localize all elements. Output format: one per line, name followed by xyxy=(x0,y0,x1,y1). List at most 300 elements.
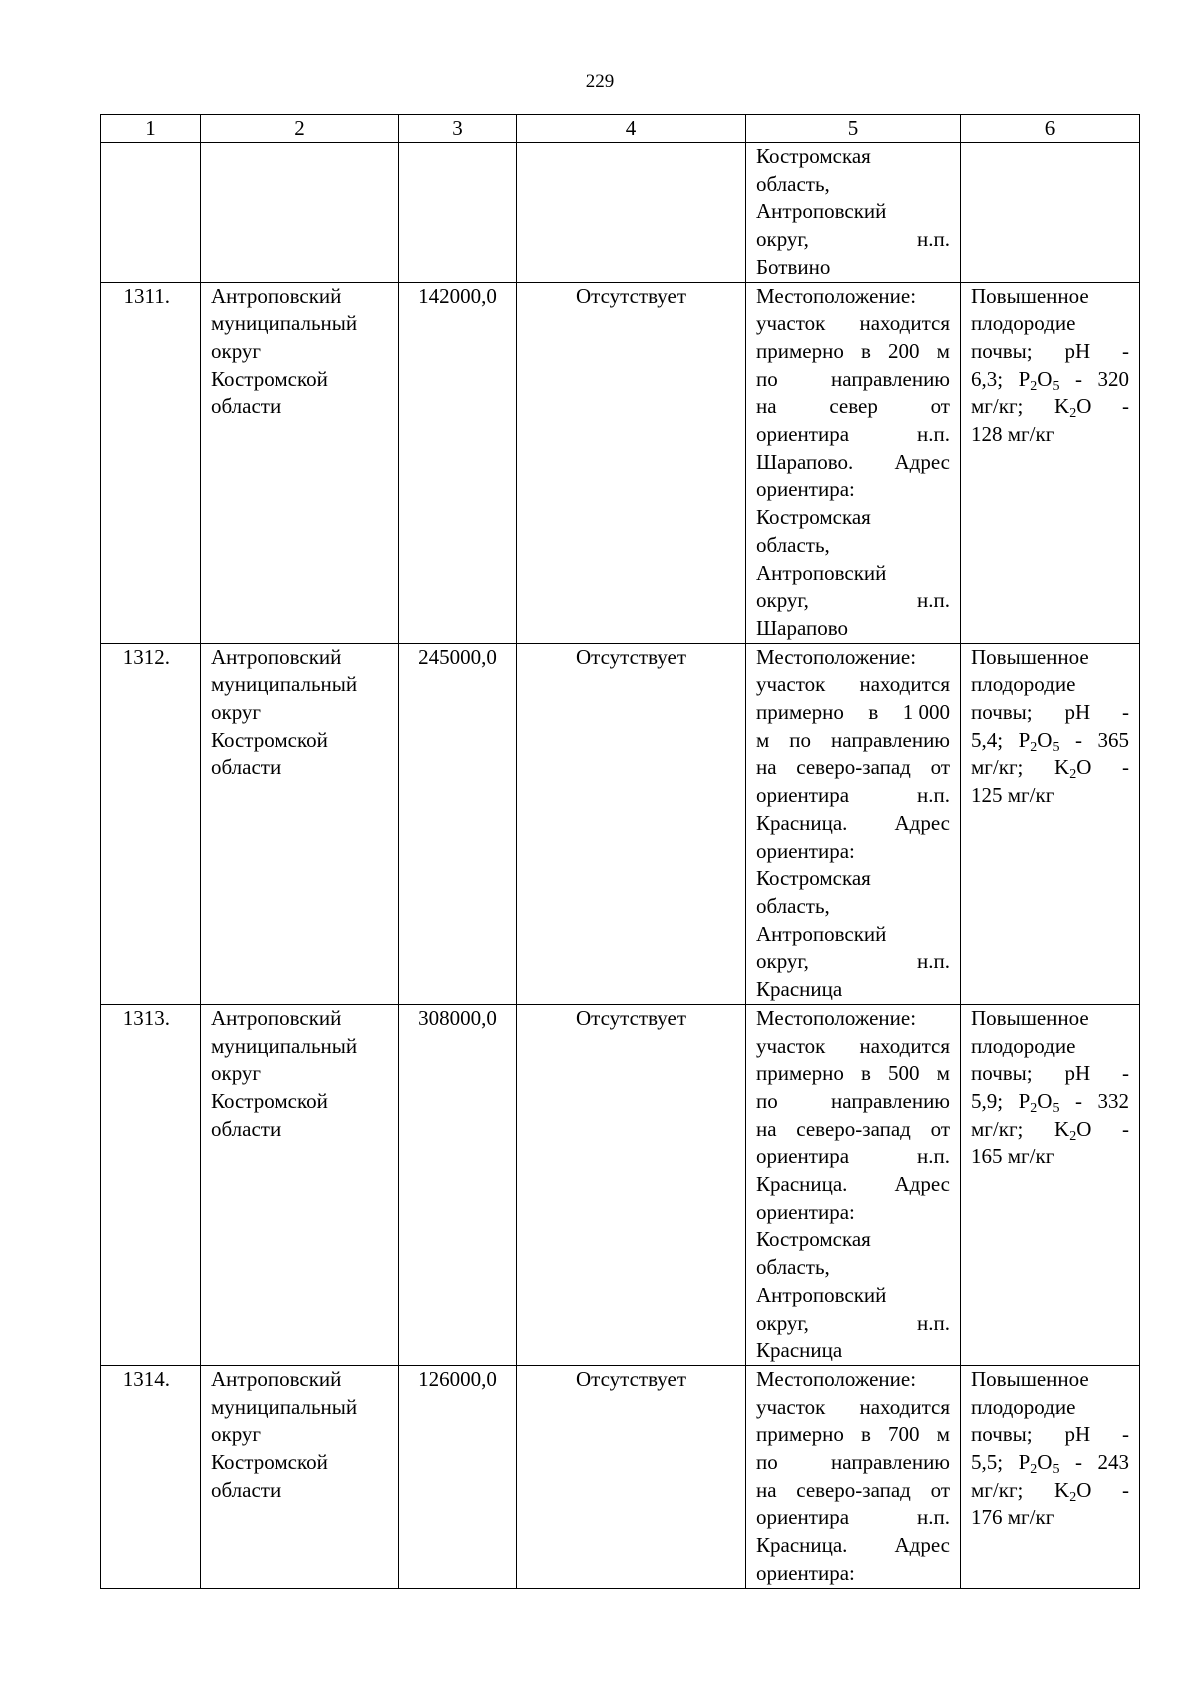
soil-line xyxy=(971,1394,1129,1422)
location-text-line: Антроповский xyxy=(756,1282,887,1307)
district-text-line: муниципальный xyxy=(211,1394,358,1419)
soil-part: 5 xyxy=(1052,1462,1060,1478)
location-text-line: Местоположение: xyxy=(756,644,917,669)
soil-part: 5,4; xyxy=(971,727,1004,752)
encumbrance-cell: Отсутствует xyxy=(517,643,746,1004)
location-text-line xyxy=(756,754,950,782)
district-text-line: Костромской xyxy=(211,727,328,752)
location-text-word: н.п. xyxy=(917,1144,950,1169)
page-number: 229 xyxy=(585,71,615,92)
soil-part: O xyxy=(1076,1116,1092,1141)
location-text-line: ориентира: xyxy=(756,477,855,502)
location-text-word: округ, xyxy=(756,1310,809,1335)
soil-part: 5 xyxy=(1052,739,1060,755)
location-text-word: участок xyxy=(756,1033,826,1058)
soil-group xyxy=(971,1116,1023,1144)
soil-part: O xyxy=(1076,394,1092,419)
soil-word: плодородие xyxy=(971,1033,1076,1058)
location-text-line xyxy=(756,727,950,755)
soil-word: Повышенное xyxy=(971,283,1089,308)
location-text-word: ориентира xyxy=(756,422,850,447)
district-cell xyxy=(201,1365,399,1588)
soil-line xyxy=(971,283,1129,311)
soil-word: pH xyxy=(1064,1061,1091,1086)
location-text-word: н.п. xyxy=(917,1505,950,1530)
location-text-line: Местоположение: xyxy=(756,283,917,308)
location-text-line: Антроповский xyxy=(756,199,887,224)
district-text-line: муниципальный xyxy=(211,1033,358,1058)
district-text-line: области xyxy=(211,394,282,419)
soil-word: 125 мг/кг xyxy=(971,783,1055,808)
location-text-line xyxy=(756,338,950,366)
soil-group xyxy=(1019,1088,1060,1116)
soil-part: K xyxy=(1054,1477,1070,1502)
soil-part: 2 xyxy=(1069,406,1077,422)
soil-part: - xyxy=(1074,727,1082,752)
soil-group xyxy=(1075,366,1082,394)
soil-word: pH xyxy=(1064,1422,1091,1447)
location-text-word: направлению xyxy=(831,1088,950,1113)
soil-part: O xyxy=(1037,727,1053,752)
soil-part: O xyxy=(1076,755,1092,780)
soil-word: Повышенное xyxy=(971,1005,1089,1030)
soil-part: - xyxy=(1121,755,1129,780)
soil-word: Повышенное xyxy=(971,1366,1089,1391)
soil-part: 5 xyxy=(1052,1100,1060,1116)
location-text-line: Местоположение: xyxy=(756,1005,917,1030)
location-text-word: находится xyxy=(859,672,950,697)
soil-part: - xyxy=(1121,1477,1129,1502)
soil-part: O xyxy=(1037,1088,1053,1113)
location-text-word: округ, xyxy=(756,588,809,613)
soil-part: K xyxy=(1054,1116,1070,1141)
location-text-word: 200 xyxy=(888,338,920,363)
location-text-line: область, xyxy=(756,893,830,918)
location-text-word: н.п. xyxy=(917,588,950,613)
district-cell xyxy=(201,282,399,643)
table-row xyxy=(101,1365,1140,1588)
soil-part: 365 xyxy=(1097,727,1129,752)
location-text-word: н.п. xyxy=(917,949,950,974)
location-text-word: по xyxy=(756,1450,778,1475)
location-text-word: по xyxy=(756,366,778,391)
location-text-line: область, xyxy=(756,532,830,557)
location-text-word: участок xyxy=(756,672,826,697)
location-text-word: Адрес xyxy=(894,1172,950,1197)
location-text-word: участок xyxy=(756,311,826,336)
soil-line xyxy=(971,338,1129,366)
district-cell xyxy=(201,143,399,283)
location-cell xyxy=(746,282,961,643)
soil-group xyxy=(1098,727,1130,755)
soil-line xyxy=(971,310,1129,338)
soil-group xyxy=(1122,1116,1129,1144)
soil-part: 243 xyxy=(1097,1450,1129,1475)
location-text-line xyxy=(756,810,950,838)
soil-part: 332 xyxy=(1097,1088,1129,1113)
location-text-line xyxy=(756,1116,950,1144)
soil-word: почвы; xyxy=(971,338,1033,363)
location-text-word: от xyxy=(930,755,950,780)
district-text-line: округ xyxy=(211,1061,262,1086)
soil-group xyxy=(1054,1477,1091,1505)
soil-cell xyxy=(961,282,1140,643)
location-text-line xyxy=(756,587,950,615)
soil-part: мг/кг; xyxy=(971,755,1024,780)
location-text-line xyxy=(756,310,950,338)
location-text-word: находится xyxy=(859,1033,950,1058)
location-text-line xyxy=(756,1033,950,1061)
location-text-line: Антроповский xyxy=(756,560,887,585)
encumbrance-cell: Отсутствует xyxy=(517,282,746,643)
location-text-line xyxy=(756,1477,950,1505)
soil-line xyxy=(971,1060,1129,1088)
district-text-line: муниципальный xyxy=(211,672,358,697)
location-text-word: на xyxy=(756,1116,777,1141)
location-text-word: ориентира xyxy=(756,783,850,808)
location-text-word: от xyxy=(930,394,950,419)
location-text-line: Местоположение: xyxy=(756,1366,917,1391)
soil-line xyxy=(971,1449,1129,1477)
location-text-line: ориентира: xyxy=(756,838,855,863)
soil-line xyxy=(971,644,1129,672)
location-text-line xyxy=(756,366,950,394)
location-text-line xyxy=(756,1088,950,1116)
location-cell xyxy=(746,1365,961,1588)
encumbrance-cell: Отсутствует xyxy=(517,1365,746,1588)
encumbrance-cell: Отсутствует xyxy=(517,1004,746,1365)
location-text-line xyxy=(756,449,950,477)
soil-line xyxy=(971,1033,1129,1061)
location-text-line: ориентира: xyxy=(756,1199,855,1224)
location-text-word: в xyxy=(868,700,879,725)
column-number-2: 2 xyxy=(201,115,399,143)
soil-part: - xyxy=(1121,1116,1129,1141)
soil-group xyxy=(1098,1088,1130,1116)
soil-group xyxy=(1075,1449,1082,1477)
soil-part: мг/кг; xyxy=(971,1116,1024,1141)
column-number-1: 1 xyxy=(101,115,201,143)
column-number-5: 5 xyxy=(746,115,961,143)
location-text-word: от xyxy=(930,1116,950,1141)
location-text-word: направлению xyxy=(831,727,950,752)
location-text-line: область, xyxy=(756,171,830,196)
soil-part: 320 xyxy=(1097,366,1129,391)
area-cell: 308000,0 xyxy=(399,1004,517,1365)
soil-word: 128 мг/кг xyxy=(971,422,1055,447)
location-text-line: Шарапово xyxy=(756,615,849,640)
land-plots-table xyxy=(100,114,1140,1589)
location-cell xyxy=(746,143,961,283)
soil-word: почвы; xyxy=(971,1061,1033,1086)
location-text-word: по xyxy=(756,1088,778,1113)
location-text-word: Красница. xyxy=(756,1533,848,1558)
soil-group xyxy=(1122,1477,1129,1505)
location-text-word: Шарапово. xyxy=(756,449,854,474)
soil-word: pH xyxy=(1064,338,1091,363)
soil-group xyxy=(1019,1449,1060,1477)
location-text-word: направлению xyxy=(831,366,950,391)
soil-line xyxy=(971,1143,1129,1171)
row-number-cell: 1314. xyxy=(101,1365,201,1588)
location-text-word: северо-запад xyxy=(796,755,911,780)
location-text-word: ориентира xyxy=(756,1505,850,1530)
location-text-word: от xyxy=(930,1477,950,1502)
soil-group xyxy=(971,393,1023,421)
soil-part: - xyxy=(1074,1088,1082,1113)
location-text-line: ориентира: xyxy=(756,1560,855,1585)
soil-part: 5 xyxy=(1052,378,1060,394)
location-text-word: Адрес xyxy=(894,810,950,835)
soil-part: K xyxy=(1054,755,1070,780)
soil-group xyxy=(1122,754,1129,782)
table-row xyxy=(101,643,1140,1004)
location-text-line xyxy=(756,1504,950,1532)
soil-part: 2 xyxy=(1030,1100,1038,1116)
area-cell: 245000,0 xyxy=(399,643,517,1004)
soil-part: 6,3; xyxy=(971,366,1004,391)
soil-part: - xyxy=(1074,1450,1082,1475)
encumbrance-cell xyxy=(517,143,746,283)
district-text-line: Антроповский xyxy=(211,283,342,308)
location-text-word: участок xyxy=(756,1394,826,1419)
table-row xyxy=(101,282,1140,643)
soil-part: 2 xyxy=(1030,1462,1038,1478)
soil-part: P xyxy=(1018,727,1031,752)
location-text-word: по xyxy=(789,727,812,752)
soil-group xyxy=(1054,393,1091,421)
district-text-line: области xyxy=(211,1116,282,1141)
location-text-word: Красница. xyxy=(756,1172,848,1197)
soil-part: 2 xyxy=(1069,1128,1077,1144)
table-row xyxy=(101,1004,1140,1365)
location-text-word: находится xyxy=(859,311,950,336)
soil-group xyxy=(971,754,1023,782)
soil-group xyxy=(971,727,1003,755)
continuation-row xyxy=(101,143,1140,283)
district-text-line: Антроповский xyxy=(211,1005,342,1030)
soil-word: - xyxy=(1121,1061,1129,1086)
soil-word: - xyxy=(1121,1422,1129,1447)
column-number-header-row xyxy=(101,115,1140,143)
soil-word: плодородие xyxy=(971,1394,1076,1419)
location-text-line xyxy=(756,699,950,727)
soil-part: - xyxy=(1121,394,1129,419)
district-text-line: округ xyxy=(211,338,262,363)
location-text-word: н.п. xyxy=(917,227,950,252)
location-text-line xyxy=(756,1449,950,1477)
soil-part: O xyxy=(1037,1450,1053,1475)
district-cell xyxy=(201,643,399,1004)
location-text-word: м xyxy=(936,1422,950,1447)
row-number-cell xyxy=(101,143,201,283)
column-number-4: 4 xyxy=(517,115,746,143)
soil-part: O xyxy=(1037,366,1053,391)
column-number-6: 6 xyxy=(961,115,1140,143)
soil-line xyxy=(971,1421,1129,1449)
location-text-word: примерно xyxy=(756,338,844,363)
location-text-word: округ, xyxy=(756,227,809,252)
soil-line xyxy=(971,393,1129,421)
soil-part: мг/кг; xyxy=(971,1477,1024,1502)
location-text-word: в xyxy=(860,338,871,363)
location-text-line xyxy=(756,1143,950,1171)
soil-group xyxy=(1075,727,1082,755)
location-text-line xyxy=(756,1421,950,1449)
district-cell xyxy=(201,1004,399,1365)
location-text-word: н.п. xyxy=(917,422,950,447)
location-text-line xyxy=(756,226,950,254)
soil-part: O xyxy=(1076,1477,1092,1502)
soil-word: 165 мг/кг xyxy=(971,1144,1055,1169)
location-text-word: 500 xyxy=(888,1061,920,1086)
soil-line xyxy=(971,1088,1129,1116)
soil-group xyxy=(1098,1449,1130,1477)
district-text-line: области xyxy=(211,1477,282,1502)
soil-line xyxy=(971,1116,1129,1144)
soil-group xyxy=(971,1449,1003,1477)
column-number-3: 3 xyxy=(399,115,517,143)
soil-line xyxy=(971,421,1129,449)
location-text-line: Костромская xyxy=(756,144,871,168)
soil-cell xyxy=(961,143,1140,283)
location-text-line: Костромская xyxy=(756,1227,871,1252)
location-text-line xyxy=(756,671,950,699)
location-text-line: Костромская xyxy=(756,505,871,530)
location-text-word: находится xyxy=(859,1394,950,1419)
district-text-line: муниципальный xyxy=(211,311,358,336)
soil-line xyxy=(971,699,1129,727)
soil-part: 5,9; xyxy=(971,1088,1004,1113)
location-text-word: 1 000 xyxy=(902,700,950,725)
soil-part: 2 xyxy=(1030,739,1038,755)
location-text-word: н.п. xyxy=(917,1310,950,1335)
location-text-line xyxy=(756,1171,950,1199)
location-text-line: Костромская xyxy=(756,866,871,891)
district-text-line: Костромской xyxy=(211,366,328,391)
location-text-word: н.п. xyxy=(917,783,950,808)
soil-part: 2 xyxy=(1030,378,1038,394)
soil-group xyxy=(1075,1088,1082,1116)
soil-word: pH xyxy=(1064,700,1091,725)
location-text-word: Красница. xyxy=(756,810,848,835)
soil-group xyxy=(1019,366,1060,394)
location-text-word: 700 xyxy=(888,1422,920,1447)
soil-part: P xyxy=(1018,1450,1031,1475)
location-text-word: округ, xyxy=(756,949,809,974)
location-cell xyxy=(746,1004,961,1365)
soil-cell xyxy=(961,1365,1140,1588)
district-text-line: области xyxy=(211,755,282,780)
soil-part: P xyxy=(1018,1088,1031,1113)
soil-group xyxy=(1122,393,1129,421)
soil-line xyxy=(971,1504,1129,1532)
soil-part: 2 xyxy=(1069,767,1077,783)
soil-line xyxy=(971,1477,1129,1505)
location-text-word: север xyxy=(829,394,878,419)
row-number-cell: 1311. xyxy=(101,282,201,643)
soil-line xyxy=(971,782,1129,810)
location-text-line: Красница xyxy=(756,977,843,1002)
location-text-word: на xyxy=(756,394,777,419)
row-number-cell: 1313. xyxy=(101,1004,201,1365)
location-text-word: Адрес xyxy=(894,1533,950,1558)
soil-word: плодородие xyxy=(971,672,1076,697)
soil-part: - xyxy=(1074,366,1082,391)
soil-group xyxy=(1054,754,1091,782)
soil-cell xyxy=(961,1004,1140,1365)
district-text-line: Антроповский xyxy=(211,644,342,669)
area-cell: 142000,0 xyxy=(399,282,517,643)
soil-word: 176 мг/кг xyxy=(971,1505,1055,1530)
soil-cell xyxy=(961,643,1140,1004)
soil-line xyxy=(971,671,1129,699)
location-text-word: м xyxy=(756,727,770,752)
location-text-line: Красница xyxy=(756,1338,843,1363)
soil-line xyxy=(971,366,1129,394)
location-text-line xyxy=(756,1060,950,1088)
district-text-line: Костромской xyxy=(211,1088,328,1113)
district-text-line: округ xyxy=(211,1422,262,1447)
soil-group xyxy=(971,1477,1023,1505)
soil-part: 5,5; xyxy=(971,1450,1004,1475)
location-text-line xyxy=(756,782,950,810)
soil-word: Повышенное xyxy=(971,644,1089,669)
soil-group xyxy=(971,1088,1003,1116)
location-text-line xyxy=(756,948,950,976)
soil-part: P xyxy=(1018,366,1031,391)
location-text-word: на xyxy=(756,1477,777,1502)
soil-word: почвы; xyxy=(971,700,1033,725)
soil-line xyxy=(971,1005,1129,1033)
location-text-word: примерно xyxy=(756,700,844,725)
location-text-line xyxy=(756,1532,950,1560)
soil-group xyxy=(1098,366,1130,394)
area-cell: 126000,0 xyxy=(399,1365,517,1588)
location-text-word: северо-запад xyxy=(796,1477,911,1502)
district-text-line: Антроповский xyxy=(211,1366,342,1391)
soil-part: мг/кг; xyxy=(971,394,1024,419)
location-text-line xyxy=(756,1310,950,1338)
location-text-word: примерно xyxy=(756,1422,844,1447)
soil-group xyxy=(1019,727,1060,755)
location-text-line xyxy=(756,1394,950,1422)
location-text-word: в xyxy=(860,1422,871,1447)
location-text-line xyxy=(756,421,950,449)
location-text-word: м xyxy=(936,1061,950,1086)
soil-line xyxy=(971,1366,1129,1394)
location-text-word: примерно xyxy=(756,1061,844,1086)
soil-part: 2 xyxy=(1069,1489,1077,1505)
location-text-line: область, xyxy=(756,1255,830,1280)
soil-group xyxy=(971,366,1003,394)
location-text-word: в xyxy=(860,1061,871,1086)
location-text-line: Ботвино xyxy=(756,254,831,279)
soil-line xyxy=(971,727,1129,755)
soil-part: K xyxy=(1054,394,1070,419)
location-text-word: направлению xyxy=(831,1450,950,1475)
soil-word: - xyxy=(1121,338,1129,363)
location-text-line: Антроповский xyxy=(756,921,887,946)
location-text-line xyxy=(756,393,950,421)
district-text-line: Костромской xyxy=(211,1450,328,1475)
soil-word: почвы; xyxy=(971,1422,1033,1447)
location-text-word: м xyxy=(936,338,950,363)
soil-word: плодородие xyxy=(971,311,1076,336)
location-cell xyxy=(746,643,961,1004)
location-text-word: Адрес xyxy=(894,449,950,474)
soil-line xyxy=(971,754,1129,782)
